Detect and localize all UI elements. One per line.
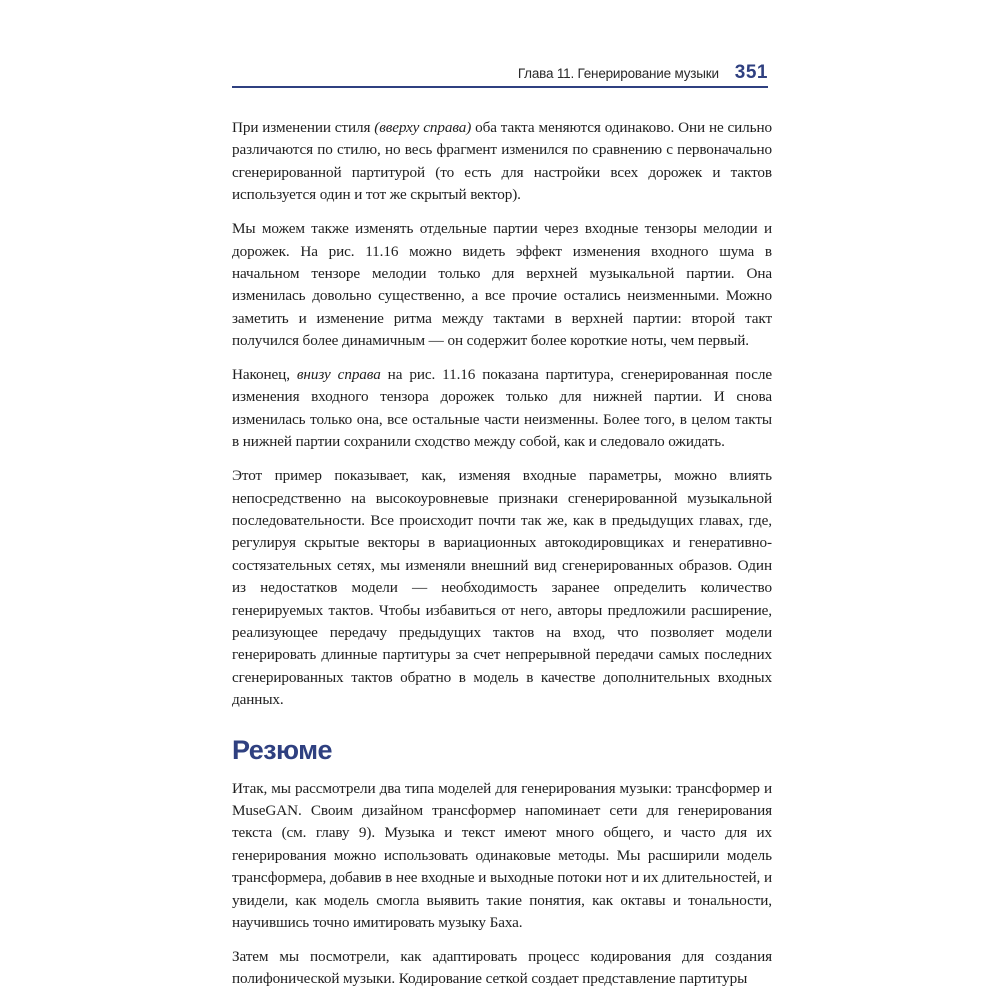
paragraph-text: на рис. 11.16 показана партитура, сгенерированная после изменения входного тензора дорожек только для нижней партии. И снова изменилась только она, все остальные части неизменны. Более того, в целом такты в нижней партии сохранили сходство между собой, как и следовало ожидать. [232, 366, 772, 451]
paragraph-text: Наконец, [232, 366, 297, 384]
paragraph-text: Итак, мы рассмотрели два типа моделей для генерирования музыки: трансформер и MuseGAN. Своим дизайном трансформер напоминает сети для генерирования текста (см. главу 9). Музыка и текст имеют много общего, и часто для их генерирования можно использовать одинаковые методы. Мы расширили модель трансформера, добавив в нее входные и выходные потоки нот и их длительностей, и увидели, как модель смогла выявить такие понятия, как октавы и тональности, научившись точно имитировать музыку Баха. [232, 779, 772, 932]
paragraph-style-change [232, 117, 772, 207]
page-body [232, 117, 772, 1002]
emphasis-text: (вверху справа) [374, 119, 472, 136]
paragraph-summary-polyphonic [232, 946, 772, 991]
chapter-title: Глава 11. Генерирование музыки [517, 65, 719, 81]
page-number: 351 [734, 62, 768, 83]
paragraph-example-summary [232, 465, 772, 711]
paragraph-text: Этот пример показывает, как, изменяя входные параметры, можно влиять непосредственно на высокоуровневые признаки сгенерированной музыкальной последовательности. Все происходит почти так же, как в предыдущих главах, где, регулируя скрытые векторы в вариационных автокодировщиках и генеративно-состязательных сетях, мы изменяли внешний вид сгенерированных образов. Один из недостатков модели — необходимость заранее определить количество генерируемых тактов. Чтобы избавиться от него, авторы предложили расширение, реализующее передачу предыдущих тактов на вход, что позволяет модели генерировать длинные партитуры за счет непрерывной передачи самых последних сгенерированных тактов обратно в модель в качестве дополнительных входных данных. [232, 467, 772, 709]
paragraph-text: Мы можем также изменять отдельные партии через входные тензоры мелодии и дорожек. На рис. 11.16 можно видеть эффект изменения входного шума в начальном тензоре мелодии только для верхней музыкальной партии. Она изменилась довольно существенно, а все прочие остались неизменными. Можно заметить и изменение ритма между тактами в верхней партии: второй такт получился более динамичным — он содержит более короткие ноты, чем первый. [232, 220, 772, 350]
paragraph-text: Затем мы посмотрели, как адаптировать процесс кодирования для создания полифонической музыки. Кодирование сеткой создает представление партитуры [232, 948, 772, 988]
paragraph-text: оба такта меняются одинаково. Они не сильно различаются по стилю, но весь фрагмент изменился по сравнению с первоначально сгенерированной партитурой (то есть для настройки всех дорожек и тактов используется один и тот же скрытый вектор). [232, 119, 773, 204]
paragraph-summary-transformer [232, 778, 772, 935]
paragraph-melody-tensors [232, 218, 772, 352]
paragraph-text: При изменении стиля [232, 119, 375, 136]
emphasis-text: внизу справа [296, 366, 381, 384]
running-header [232, 60, 768, 88]
section-heading: Резюме [232, 734, 332, 765]
paragraph-bottom-right [232, 364, 772, 454]
